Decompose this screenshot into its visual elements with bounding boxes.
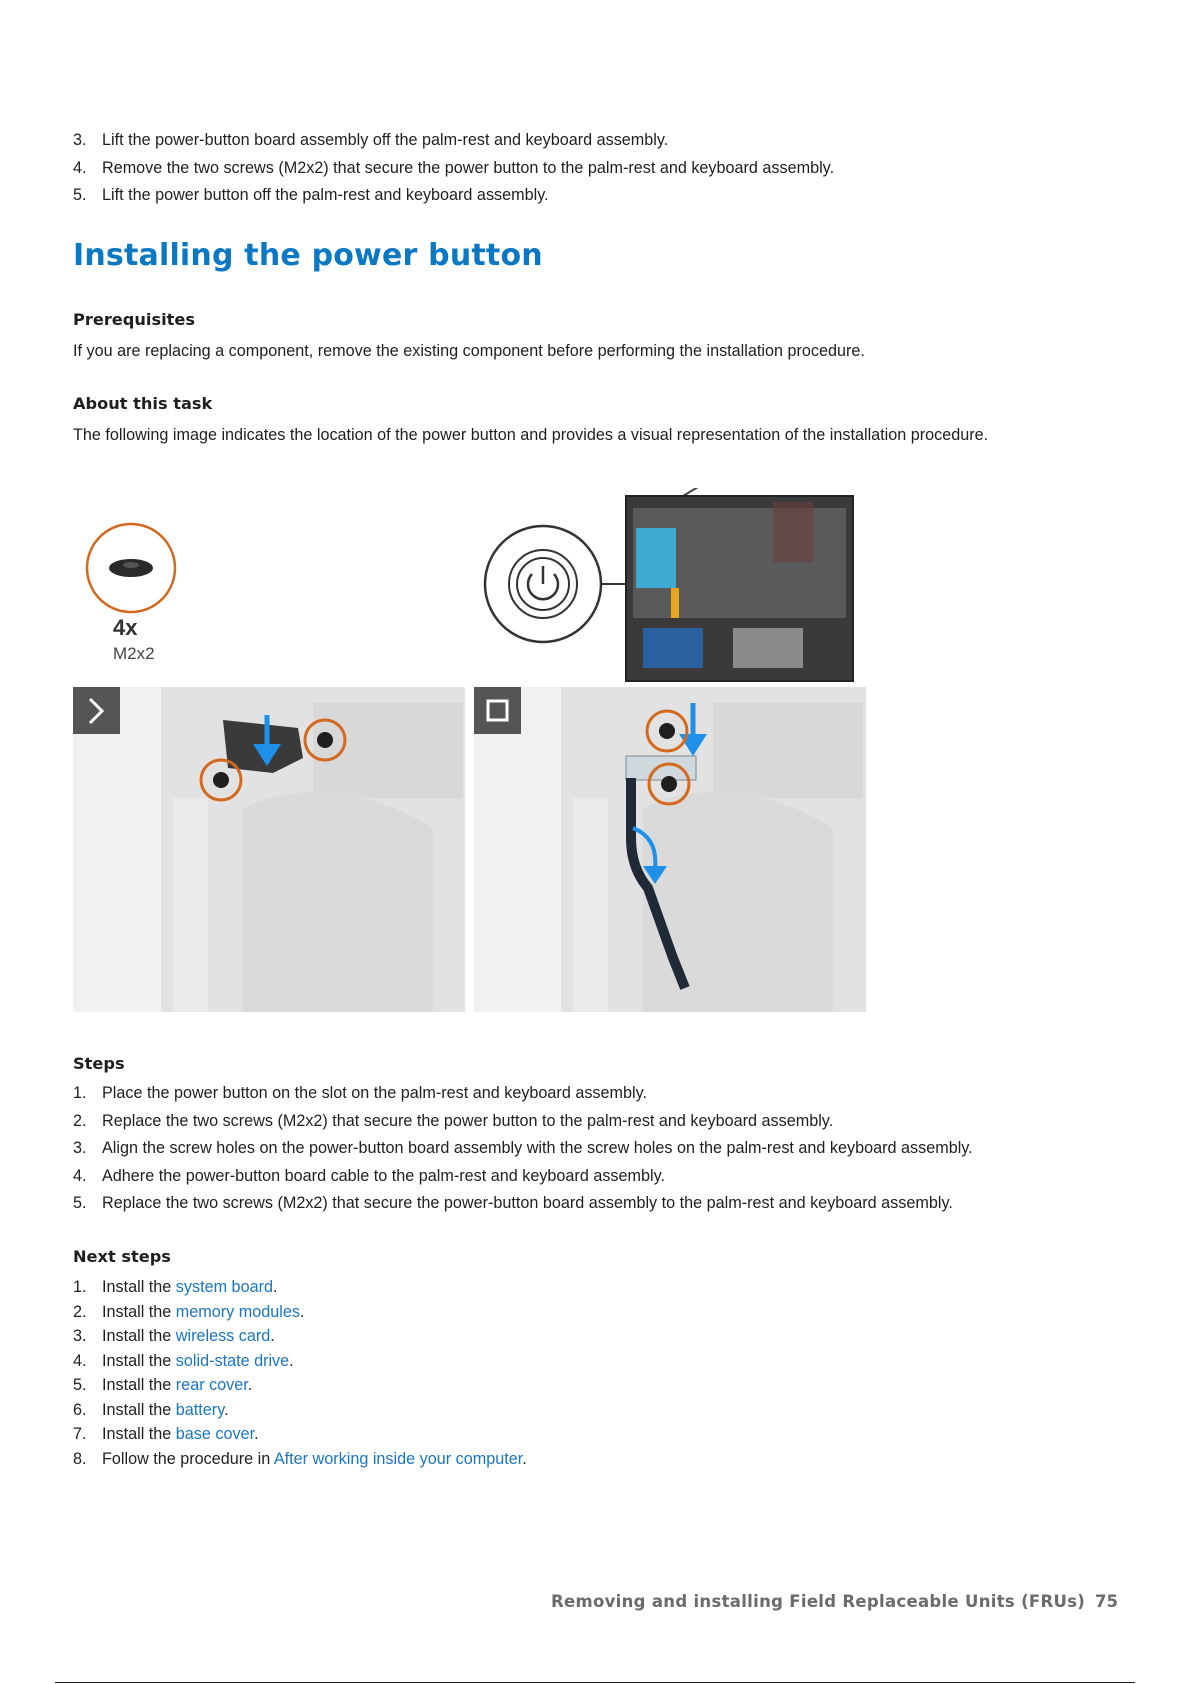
link-solid-state-drive[interactable]: solid-state drive	[175, 1351, 290, 1370]
next-steps-list	[73, 1278, 527, 1474]
page-title: Installing the power button	[73, 238, 543, 273]
step-panel-left	[73, 687, 465, 1012]
list-item: 6. Install the battery.	[73, 1400, 229, 1419]
list-item: 1. Place the power button on the slot on the palm-rest and keyboard assembly.	[73, 1084, 647, 1102]
prerequisites-text: If you are replacing a component, remove the existing component before performing the installation procedure.	[73, 342, 865, 360]
screw-type: M2x2	[113, 644, 155, 663]
link-system-board[interactable]: system board	[175, 1278, 273, 1296]
link-base-cover[interactable]: base cover	[175, 1425, 255, 1443]
footer-section-title: Removing and installing Field Replaceable Units (FRUs)	[551, 1592, 1086, 1611]
keyboard-assembly-overview	[626, 488, 853, 681]
list-item: 2. Install the memory modules.	[73, 1302, 305, 1321]
link-rear-cover[interactable]: rear cover	[175, 1376, 248, 1394]
list-item: 8. Follow the procedure in After working inside your computer.	[73, 1449, 527, 1468]
link-battery[interactable]: battery	[175, 1400, 225, 1419]
previous-steps-list	[73, 131, 834, 214]
about-heading: About this task	[73, 394, 213, 413]
list-item: 4. Remove the two screws (M2x2) that secure the power button to the palm-rest and keyboard assembly.	[73, 158, 835, 177]
footer-page-number: 75	[1095, 1592, 1118, 1611]
list-item: 2. Replace the two screws (M2x2) that secure the power button to the palm-rest and keyboard assembly.	[73, 1111, 834, 1130]
step-panel-right	[474, 687, 866, 1012]
list-item: 5. Lift the power button off the palm-rest and keyboard assembly.	[73, 186, 549, 205]
list-item: 1. Install the system board.	[73, 1278, 278, 1296]
screw-count: 4x	[113, 615, 138, 640]
list-item: 3. Install the wireless card.	[73, 1327, 275, 1345]
link-wireless-card[interactable]: wireless card	[175, 1327, 271, 1345]
list-item: 7. Install the base cover.	[73, 1425, 259, 1443]
list-item: 4. Install the solid-state drive.	[73, 1351, 294, 1370]
installation-steps-list	[73, 1084, 973, 1222]
screw-callout	[87, 524, 175, 612]
footer-divider	[55, 1682, 1135, 1683]
next-steps-heading: Next steps	[73, 1247, 171, 1266]
link-after-working-inside[interactable]: After working inside your computer	[273, 1449, 523, 1468]
list-item: 4. Adhere the power-button board cable to the palm-rest and keyboard assembly.	[73, 1166, 665, 1185]
installation-figure	[73, 488, 873, 1014]
list-item: 3. Lift the power-button board assembly off the palm-rest and keyboard assembly.	[73, 131, 669, 149]
list-item: 5. Install the rear cover.	[73, 1376, 253, 1394]
list-item: 3. Align the screw holes on the power-button board assembly with the screw holes on the palm-rest and keyboard assembly.	[73, 1139, 973, 1158]
list-item: 5. Replace the two screws (M2x2) that secure the power-button board assembly to the palm-rest and keyboard assembly.	[73, 1194, 953, 1213]
link-memory-modules[interactable]: memory modules	[175, 1302, 300, 1321]
about-text: The following image indicates the location of the power button and provides a visual representation of the installation procedure.	[73, 426, 989, 444]
prerequisites-heading: Prerequisites	[73, 310, 195, 329]
steps-heading: Steps	[73, 1054, 125, 1073]
